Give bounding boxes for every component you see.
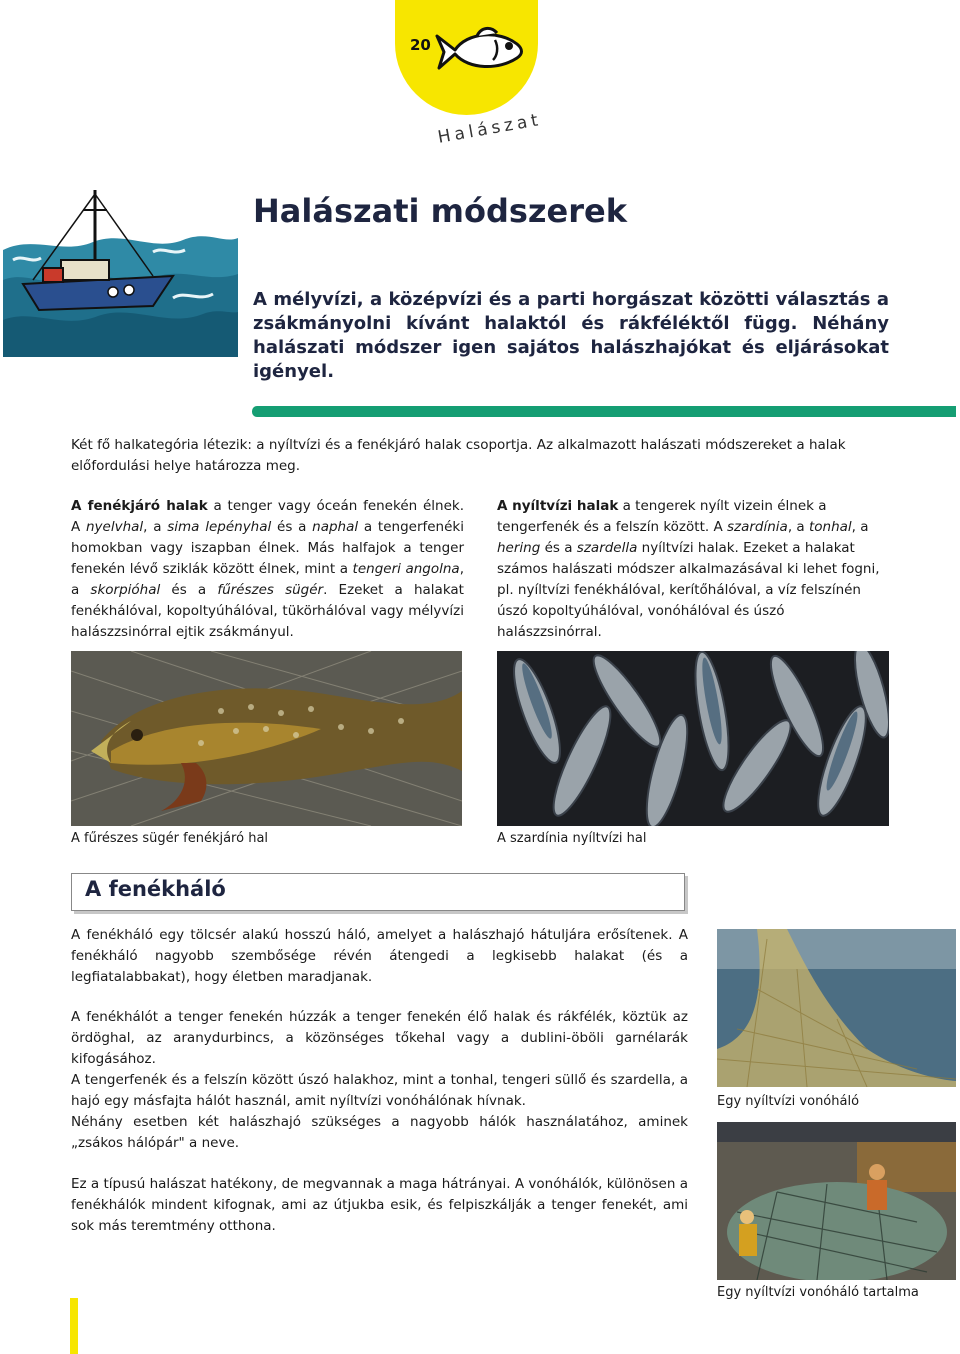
sardine-photo (497, 651, 889, 826)
paragraph: A fenékháló egy tölcsér alakú hosszú háló, amelyet a halászhajó hátuljára erősítenek. A fenékháló nagyobb szembősége révén átengedi a legkisebb halakat (és a legfiatalabbakat), hogy életben maradjanak. (71, 927, 688, 985)
paragraph: A tengerfenék és a felszín között úszó halakhoz, mint a tonhal, tengeri süllő és szardella, a hajó egy másfajta hálót használ, amit nyíltvízi vonóhálónak hívnak. (71, 1072, 688, 1109)
grouper-caption: A fűrészes sügér fenékjáró hal (71, 831, 269, 846)
intro-paragraph: Két fő halkategória létezik: a nyíltvízi és a fenékjáró halak csoportja. Az alkalmazott halászati módszereket a halak előfordulási helye határozza meg. (71, 437, 846, 474)
lead-paragraph: A mélyvízi, a középvízi és a parti horgászat közötti választás a zsákmányolni kívánt halaktól és rákféléktől függ. Néhány halászati módszer igen sajátos halászhajókat és eljárásokat igényel. (253, 289, 889, 382)
trawl-content-photo (717, 1122, 956, 1280)
section-heading-box (71, 873, 685, 911)
trawl-net-caption: Egy nyíltvízi vonóháló (717, 1094, 860, 1109)
paragraph: Néhány esetben két halászhajó szükséges a nagyobb hálók használatához, aminek „zsákos hálópár" a neve. (71, 1114, 688, 1151)
section-divider (252, 406, 956, 417)
fishing-boat-illustration (3, 180, 238, 357)
grouper-photo (71, 651, 462, 826)
paragraph: Ez a típusú halászat hatékony, de megvannak a maga hátrányai. A vonóhálók, különösen a fenékhálók mindent kifognak, ami az útjukba esik, és felpiszkálják a tenger fenekét, ami sok más teremtmény otthona. (71, 1176, 688, 1234)
page-title: Halászati módszerek (253, 192, 627, 230)
bottom-fish-column: A fenékjáró halak a tenger vagy óceán fenekén élnek. A nyelvhal, a sima lepényhal és a naphal a tengerfenéki homokban vagy iszapban élnek. Más halfajok a tenger fenekén lévő sziklák között élnek, mint a tengeri angolna, a skorpióhal és a fűrészes sügér. Ezeket a halakat fenékhálóval, kopoltyúhálóval, tükörhálóval vagy mélyvízi halászzsinórral ejtik zsákmányul. (71, 498, 464, 640)
section-label: Halászat (436, 109, 544, 148)
pelagic-fish-column: A nyíltvízi halak a tengerek nyílt vizein élnek a tengerfenék és a felszín között. A szardínia, a tonhal, a hering és a szardella nyíltvízi halak. Ezeket a halakat számos halászati módszer alkalmazásával ki lehet fogni, pl. nyíltvízi fenékhálóval, kerítőhálóval, a víz felszínén úszó kopoltyúhálóval, vonóhálóval és úszó halászzsinórral. (497, 498, 880, 640)
trawl-net-photo (717, 929, 956, 1087)
trawl-content-caption: Egy nyíltvízi vonóháló tartalma (717, 1285, 919, 1300)
section-heading: A fenékháló (85, 877, 226, 901)
footer-accent-bar (70, 1298, 78, 1354)
fish-icon (433, 24, 528, 79)
sardine-caption: A szardínia nyíltvízi hal (497, 831, 647, 846)
page-number: 20 (410, 36, 431, 54)
paragraph: A fenékhálót a tenger fenekén húzzák a tenger fenekén élő halak és rákfélék, köztük az ördöghal, az aranydurbincs, a közönséges tőkehal vagy a dublini-öböli garnélarák kifogásához. (71, 1009, 688, 1067)
